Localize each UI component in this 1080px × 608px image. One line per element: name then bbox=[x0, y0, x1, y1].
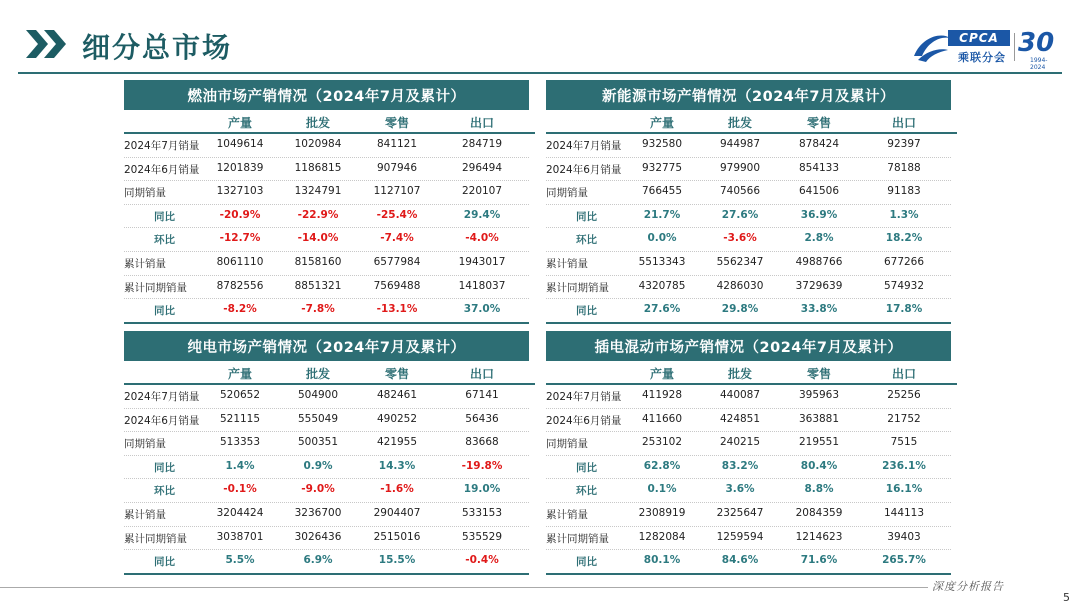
table-cell: 841121 bbox=[376, 138, 418, 150]
table-cell: 80.4% bbox=[800, 459, 838, 472]
row-label: 同比 bbox=[154, 556, 175, 569]
table-row bbox=[546, 409, 951, 433]
table-cell: 535529 bbox=[461, 530, 503, 543]
table-cell: 7569488 bbox=[373, 279, 421, 292]
row-label: 同期销量 bbox=[124, 187, 166, 200]
table-cell: 56436 bbox=[465, 412, 499, 425]
row-label: 2024年7月销量 bbox=[124, 391, 200, 403]
table-cell: 6.9% bbox=[303, 554, 333, 567]
table-cell: 27.6% bbox=[643, 303, 681, 316]
table-row bbox=[124, 409, 529, 433]
table-cell: 21752 bbox=[887, 412, 921, 425]
panel-title: 燃油市场产销情况（2024年7月及累计） bbox=[124, 80, 529, 110]
table-cell: 39403 bbox=[887, 530, 921, 543]
row-label: 同比 bbox=[576, 210, 597, 223]
row-label: 环比 bbox=[576, 234, 597, 247]
table-row bbox=[124, 550, 529, 575]
table-cell: 33.8% bbox=[800, 303, 838, 316]
table-cell: -7.8% bbox=[301, 303, 335, 316]
table-row bbox=[124, 205, 529, 229]
table-cell: 3026436 bbox=[294, 530, 342, 543]
row-label: 累计销量 bbox=[124, 508, 166, 521]
table-cell: -3.6% bbox=[723, 232, 757, 245]
table-cell: 16.1% bbox=[885, 483, 923, 496]
table-cell: 521115 bbox=[219, 412, 261, 425]
market-panel bbox=[124, 80, 529, 324]
table-cell: 1127107 bbox=[373, 185, 421, 198]
row-label: 累计同期销量 bbox=[546, 281, 609, 294]
swoosh-icon bbox=[912, 32, 952, 64]
table-cell: 555049 bbox=[297, 412, 339, 425]
table-cell: 2308919 bbox=[638, 506, 686, 519]
column-header: 批发 bbox=[727, 116, 752, 130]
table-cell: -1.6% bbox=[380, 483, 414, 496]
table-cell: 78188 bbox=[887, 161, 921, 174]
row-label: 同期销量 bbox=[546, 187, 588, 200]
table-cell: 1.4% bbox=[225, 459, 255, 472]
table-cell: 0.1% bbox=[647, 483, 677, 496]
table-cell: 19.0% bbox=[463, 483, 501, 496]
column-header-row bbox=[124, 361, 529, 385]
footer-divider bbox=[0, 587, 1000, 588]
table-row bbox=[546, 134, 951, 158]
row-label: 同比 bbox=[576, 556, 597, 569]
market-panel bbox=[124, 331, 529, 575]
table-cell: 4320785 bbox=[638, 279, 686, 292]
table-cell: 2904407 bbox=[373, 506, 421, 519]
table-cell: 240215 bbox=[719, 436, 761, 449]
table-cell: -20.9% bbox=[219, 208, 261, 221]
column-header: 批发 bbox=[727, 367, 752, 381]
table-cell: 25256 bbox=[887, 389, 921, 401]
table-cell: 3038701 bbox=[216, 530, 264, 543]
table-row bbox=[124, 432, 529, 456]
table-cell: 411660 bbox=[641, 412, 683, 425]
logo-brand: CPCA bbox=[948, 30, 1010, 46]
table-cell: 1327103 bbox=[216, 185, 264, 198]
table-cell: 0.9% bbox=[303, 459, 333, 472]
table-cell: 67141 bbox=[465, 389, 499, 401]
table-cell: 0.0% bbox=[647, 232, 677, 245]
column-header-row bbox=[546, 361, 951, 385]
table-cell: 29.8% bbox=[721, 303, 759, 316]
table-cell: -0.1% bbox=[223, 483, 257, 496]
table-cell: 3236700 bbox=[294, 506, 342, 519]
header bbox=[0, 0, 1080, 72]
table-cell: 932775 bbox=[641, 161, 683, 174]
table-cell: 740566 bbox=[719, 185, 761, 198]
chevron-right-icon bbox=[26, 30, 70, 58]
table-cell: 421955 bbox=[376, 436, 418, 449]
table-cell: 5513343 bbox=[638, 255, 686, 268]
table-cell: -0.4% bbox=[465, 554, 499, 567]
row-label: 2024年7月销量 bbox=[546, 391, 622, 403]
table-cell: 265.7% bbox=[882, 554, 926, 567]
table-cell: 8061110 bbox=[216, 255, 264, 268]
column-header: 零售 bbox=[384, 116, 409, 130]
table-cell: 1324791 bbox=[294, 185, 342, 198]
table-cell: 411928 bbox=[641, 389, 683, 401]
table-row bbox=[124, 527, 529, 551]
table-cell: 2325647 bbox=[716, 506, 764, 519]
table-cell: -12.7% bbox=[219, 232, 261, 245]
table-row bbox=[546, 158, 951, 182]
table-cell: 490252 bbox=[376, 412, 418, 425]
table-row bbox=[546, 456, 951, 480]
table-cell: 5562347 bbox=[716, 255, 764, 268]
row-label: 同期销量 bbox=[546, 438, 588, 451]
table-cell: 363881 bbox=[798, 412, 840, 425]
table-row bbox=[124, 456, 529, 480]
table-row bbox=[546, 228, 951, 252]
row-label: 2024年7月销量 bbox=[124, 140, 200, 152]
table-cell: 14.3% bbox=[378, 459, 416, 472]
table-cell: 7515 bbox=[890, 436, 918, 449]
table-row bbox=[124, 276, 529, 300]
table-cell: 482461 bbox=[376, 389, 418, 401]
table-cell: 284719 bbox=[461, 138, 503, 150]
table-cell: 677266 bbox=[883, 255, 925, 268]
table-cell: 500351 bbox=[297, 436, 339, 449]
table-row bbox=[124, 385, 529, 409]
table-cell: 878424 bbox=[798, 138, 840, 150]
table-row bbox=[546, 527, 951, 551]
column-header: 批发 bbox=[305, 367, 330, 381]
column-header: 批发 bbox=[305, 116, 330, 130]
table-cell: 84.6% bbox=[721, 554, 759, 567]
table-cell: 641506 bbox=[798, 185, 840, 198]
table-row bbox=[124, 134, 529, 158]
table-cell: -13.1% bbox=[376, 303, 418, 316]
table-cell: 854133 bbox=[798, 161, 840, 174]
table-cell: 29.4% bbox=[463, 208, 501, 221]
table-cell: 15.5% bbox=[378, 554, 416, 567]
row-label: 累计同期销量 bbox=[546, 532, 609, 545]
table-cell: 907946 bbox=[376, 161, 418, 174]
table-row bbox=[546, 276, 951, 300]
row-label: 累计销量 bbox=[124, 257, 166, 270]
table-cell: 440087 bbox=[719, 389, 761, 401]
table-cell: 1259594 bbox=[716, 530, 764, 543]
table-cell: 1214623 bbox=[795, 530, 843, 543]
table-cell: 21.7% bbox=[643, 208, 681, 221]
table-cell: 513353 bbox=[219, 436, 261, 449]
table-cell: 944987 bbox=[719, 138, 761, 150]
row-label: 累计同期销量 bbox=[124, 532, 187, 545]
page-number: 5 bbox=[1063, 591, 1070, 604]
table-cell: 8.8% bbox=[804, 483, 834, 496]
table-cell: 3.6% bbox=[725, 483, 755, 496]
header-divider bbox=[18, 72, 1062, 74]
table-row bbox=[124, 252, 529, 276]
table-row bbox=[546, 432, 951, 456]
column-header: 产量 bbox=[649, 116, 674, 130]
table-cell: 766455 bbox=[641, 185, 683, 198]
table-cell: 5.5% bbox=[225, 554, 255, 567]
row-label: 同比 bbox=[154, 461, 175, 474]
row-label: 累计销量 bbox=[546, 257, 588, 270]
table-cell: 1020984 bbox=[294, 138, 342, 150]
table-cell: 1186815 bbox=[294, 161, 342, 174]
table-cell: 6577984 bbox=[373, 255, 421, 268]
table-row bbox=[546, 385, 951, 409]
table-cell: 979900 bbox=[719, 161, 761, 174]
row-label: 2024年6月销量 bbox=[124, 163, 200, 176]
table-row bbox=[546, 479, 951, 503]
table-cell: 4988766 bbox=[795, 255, 843, 268]
row-label: 同比 bbox=[154, 305, 175, 318]
table-row bbox=[124, 181, 529, 205]
table-cell: 8782556 bbox=[216, 279, 264, 292]
table-cell: 1.3% bbox=[889, 208, 919, 221]
table-cell: -4.0% bbox=[465, 232, 499, 245]
table-cell: 296494 bbox=[461, 161, 503, 174]
column-header: 产量 bbox=[227, 116, 252, 130]
table-cell: -8.2% bbox=[223, 303, 257, 316]
table-cell: 83.2% bbox=[721, 459, 759, 472]
row-label: 2024年6月销量 bbox=[546, 414, 622, 427]
cpca-logo bbox=[912, 28, 1062, 71]
row-label: 2024年6月销量 bbox=[124, 414, 200, 427]
row-label: 环比 bbox=[154, 234, 175, 247]
row-label: 同期销量 bbox=[124, 438, 166, 451]
column-header: 产量 bbox=[227, 367, 252, 381]
table-cell: 1282084 bbox=[638, 530, 686, 543]
table-row bbox=[546, 550, 951, 575]
table-cell: -22.9% bbox=[297, 208, 339, 221]
column-header: 零售 bbox=[384, 367, 409, 381]
column-header-row bbox=[124, 110, 529, 134]
table-cell: 27.6% bbox=[721, 208, 759, 221]
table-row bbox=[546, 299, 951, 324]
panel-title: 纯电市场产销情况（2024年7月及累计） bbox=[124, 331, 529, 361]
anniversary-years: 1994-2024 bbox=[1030, 57, 1048, 71]
row-label: 累计同期销量 bbox=[124, 281, 187, 294]
table-cell: 1943017 bbox=[458, 255, 506, 268]
table-cell: -7.4% bbox=[380, 232, 414, 245]
table-cell: 4286030 bbox=[716, 279, 764, 292]
table-cell: 92397 bbox=[887, 138, 921, 150]
table-cell: 36.9% bbox=[800, 208, 838, 221]
page-title: 细分总市场 bbox=[82, 31, 233, 64]
table-cell: -14.0% bbox=[297, 232, 339, 245]
anniversary-mark: 30 bbox=[1018, 28, 1055, 58]
table-cell: 18.2% bbox=[885, 232, 923, 245]
table-row bbox=[546, 181, 951, 205]
column-header: 产量 bbox=[649, 367, 674, 381]
table-cell: 3729639 bbox=[795, 279, 843, 292]
table-row bbox=[124, 503, 529, 527]
table-cell: 1201839 bbox=[216, 161, 264, 174]
table-cell: 2084359 bbox=[795, 506, 843, 519]
row-label: 2024年6月销量 bbox=[546, 163, 622, 176]
table-cell: 71.6% bbox=[800, 554, 838, 567]
table-row bbox=[124, 158, 529, 182]
table-row bbox=[546, 252, 951, 276]
market-panel bbox=[546, 331, 951, 575]
row-label: 2024年7月销量 bbox=[546, 140, 622, 152]
table-row bbox=[124, 228, 529, 252]
table-cell: 574932 bbox=[883, 279, 925, 292]
panel-title: 插电混动市场产销情况（2024年7月及累计） bbox=[546, 331, 951, 361]
table-cell: 220107 bbox=[461, 185, 503, 198]
table-cell: -19.8% bbox=[461, 459, 503, 472]
table-cell: 424851 bbox=[719, 412, 761, 425]
table-cell: 62.8% bbox=[643, 459, 681, 472]
column-header: 零售 bbox=[806, 116, 831, 130]
table-cell: 219551 bbox=[798, 436, 840, 449]
table-cell: -9.0% bbox=[301, 483, 335, 496]
table-cell: 520652 bbox=[219, 389, 261, 401]
panel-title: 新能源市场产销情况（2024年7月及累计） bbox=[546, 80, 951, 110]
column-header: 出口 bbox=[891, 116, 916, 130]
row-label: 同比 bbox=[576, 461, 597, 474]
table-cell: 236.1% bbox=[882, 459, 926, 472]
column-header: 出口 bbox=[469, 367, 494, 381]
table-cell: 83668 bbox=[465, 436, 499, 449]
table-row bbox=[124, 299, 529, 324]
column-header-row bbox=[546, 110, 951, 134]
table-cell: 144113 bbox=[883, 506, 925, 519]
column-header: 出口 bbox=[891, 367, 916, 381]
table-cell: 1418037 bbox=[458, 279, 506, 292]
row-label: 同比 bbox=[154, 210, 175, 223]
table-cell: -25.4% bbox=[376, 208, 418, 221]
table-row bbox=[546, 503, 951, 527]
row-label: 累计销量 bbox=[546, 508, 588, 521]
table-cell: 8158160 bbox=[294, 255, 342, 268]
footer-label: 深度分析报告 bbox=[928, 578, 1008, 594]
table-cell: 37.0% bbox=[463, 303, 501, 316]
table-cell: 80.1% bbox=[643, 554, 681, 567]
table-cell: 253102 bbox=[641, 436, 683, 449]
table-cell: 504900 bbox=[297, 389, 339, 401]
table-row bbox=[546, 205, 951, 229]
column-header: 零售 bbox=[806, 367, 831, 381]
table-cell: 1049614 bbox=[216, 138, 264, 150]
row-label: 环比 bbox=[576, 485, 597, 498]
logo-subtitle: 乘联分会 bbox=[958, 51, 1006, 64]
market-panel bbox=[546, 80, 951, 324]
column-header: 出口 bbox=[469, 116, 494, 130]
table-cell: 2515016 bbox=[373, 530, 421, 543]
table-cell: 2.8% bbox=[804, 232, 834, 245]
table-row bbox=[124, 479, 529, 503]
table-cell: 3204424 bbox=[216, 506, 264, 519]
table-cell: 8851321 bbox=[294, 279, 342, 292]
row-label: 环比 bbox=[154, 485, 175, 498]
table-cell: 91183 bbox=[887, 185, 921, 198]
table-cell: 533153 bbox=[461, 506, 503, 519]
table-cell: 395963 bbox=[798, 389, 840, 401]
table-cell: 17.8% bbox=[885, 303, 923, 316]
table-cell: 932580 bbox=[641, 138, 683, 150]
row-label: 同比 bbox=[576, 305, 597, 318]
